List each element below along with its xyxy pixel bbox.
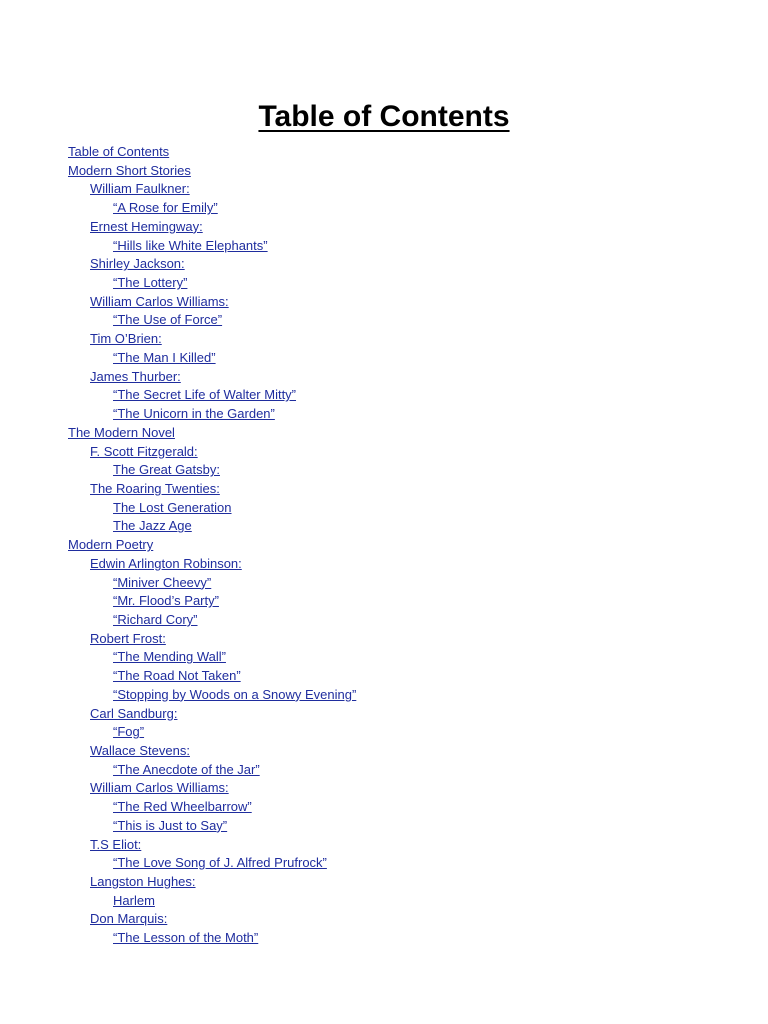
toc-entry: [68, 574, 728, 593]
toc-entry: [68, 255, 728, 274]
toc-work-link[interactable]: “The Lottery”: [113, 275, 188, 291]
toc-entry: [68, 854, 728, 873]
toc-entry: [68, 592, 728, 611]
toc-work-link[interactable]: “The Love Song of J. Alfred Prufrock”: [113, 855, 327, 871]
toc-author-link[interactable]: Ernest Hemingway:: [90, 218, 203, 234]
toc-work-link[interactable]: The Lost Generation: [113, 499, 232, 515]
toc-author-link[interactable]: Don Marquis:: [90, 911, 168, 927]
toc-entry: [68, 386, 728, 405]
toc-author-link[interactable]: Edwin Arlington Robinson:: [90, 555, 242, 571]
toc-entry: [68, 742, 728, 761]
toc-entry: [68, 723, 728, 742]
toc-entry: [68, 480, 728, 499]
toc-entry: [68, 836, 728, 855]
toc-work-link[interactable]: “The Secret Life of Walter Mitty”: [113, 387, 297, 403]
toc-work-link[interactable]: “The Mending Wall”: [113, 649, 226, 665]
toc-author-link[interactable]: The Roaring Twenties:: [90, 480, 220, 496]
toc-section-link[interactable]: Modern Short Stories: [68, 162, 191, 178]
toc-entry: [68, 274, 728, 293]
toc-section-link[interactable]: The Modern Novel: [68, 424, 175, 440]
toc-entry: [68, 443, 728, 462]
toc-entry: [68, 761, 728, 780]
toc-entry: [68, 424, 728, 443]
toc-entry: [68, 143, 728, 162]
toc-work-link[interactable]: “The Man I Killed”: [113, 349, 216, 365]
toc-work-link[interactable]: “Hills like White Elephants”: [113, 237, 268, 253]
toc-author-link[interactable]: Carl Sandburg:: [90, 705, 178, 721]
toc-work-link[interactable]: “The Use of Force”: [113, 312, 223, 328]
toc-section-link[interactable]: Table of Contents: [68, 144, 170, 159]
toc-entry: [68, 237, 728, 256]
toc-entry: [68, 349, 728, 368]
toc-entry: [68, 368, 728, 387]
toc-entry: [68, 667, 728, 686]
toc-work-link[interactable]: “The Unicorn in the Garden”: [113, 406, 275, 422]
toc-work-link[interactable]: “Stopping by Woods on a Snowy Evening”: [113, 686, 357, 702]
page-title: Table of Contents: [258, 100, 510, 133]
toc-entry: [68, 873, 728, 892]
toc-author-link[interactable]: Robert Frost:: [90, 630, 166, 646]
toc-entry: [68, 648, 728, 667]
toc-work-link[interactable]: “The Road Not Taken”: [113, 668, 241, 684]
toc-section-link[interactable]: Modern Poetry: [68, 537, 154, 553]
toc-work-link[interactable]: “Fog”: [113, 724, 145, 740]
toc-author-link[interactable]: Langston Hughes:: [90, 874, 196, 890]
toc-author-link[interactable]: F. Scott Fitzgerald:: [90, 443, 198, 459]
toc-entry: [68, 218, 728, 237]
toc-work-link[interactable]: The Great Gatsby:: [113, 462, 220, 478]
toc-author-link[interactable]: James Thurber:: [90, 368, 181, 384]
toc-author-link[interactable]: Tim O’Brien:: [90, 331, 162, 347]
toc-entry: [68, 611, 728, 630]
toc-entry: [68, 779, 728, 798]
toc-entry: [68, 630, 728, 649]
toc-entry: [68, 517, 728, 536]
toc-work-link[interactable]: “The Lesson of the Moth”: [113, 930, 259, 946]
toc-work-link[interactable]: “This is Just to Say”: [113, 817, 228, 833]
toc-work-link[interactable]: “The Anecdote of the Jar”: [113, 761, 260, 777]
table-of-contents: [68, 143, 728, 948]
toc-entry: [68, 405, 728, 424]
toc-entry: [68, 330, 728, 349]
toc-entry: [68, 199, 728, 218]
toc-work-link[interactable]: Harlem: [113, 892, 155, 908]
toc-entry: [68, 536, 728, 555]
toc-entry: [68, 180, 728, 199]
toc-entry: [68, 910, 728, 929]
toc-entry: [68, 892, 728, 911]
toc-author-link[interactable]: William Faulkner:: [90, 181, 190, 197]
toc-author-link[interactable]: William Carlos Williams:: [90, 293, 229, 309]
toc-author-link[interactable]: Wallace Stevens:: [90, 743, 190, 758]
toc-work-link[interactable]: “Mr. Flood’s Party”: [113, 593, 219, 609]
toc-entry: [68, 555, 728, 574]
toc-entry: [68, 798, 728, 817]
toc-work-link[interactable]: “Richard Cory”: [113, 611, 198, 627]
toc-entry: [68, 686, 728, 705]
toc-work-link[interactable]: “The Red Wheelbarrow”: [113, 799, 252, 815]
toc-work-link[interactable]: “Miniver Cheevy”: [113, 574, 212, 590]
toc-author-link[interactable]: Shirley Jackson:: [90, 256, 185, 272]
toc-entry: [68, 499, 728, 518]
toc-author-link[interactable]: T.S Eliot:: [90, 836, 142, 852]
toc-entry: [68, 929, 728, 948]
toc-entry: [68, 705, 728, 724]
toc-work-link[interactable]: “A Rose for Emily”: [113, 200, 218, 216]
toc-work-link[interactable]: The Jazz Age: [113, 518, 192, 534]
toc-entry: [68, 817, 728, 836]
toc-entry: [68, 293, 728, 312]
toc-entry: [68, 162, 728, 181]
toc-entry: [68, 461, 728, 480]
toc-author-link[interactable]: William Carlos Williams:: [90, 780, 229, 796]
toc-entry: [68, 311, 728, 330]
